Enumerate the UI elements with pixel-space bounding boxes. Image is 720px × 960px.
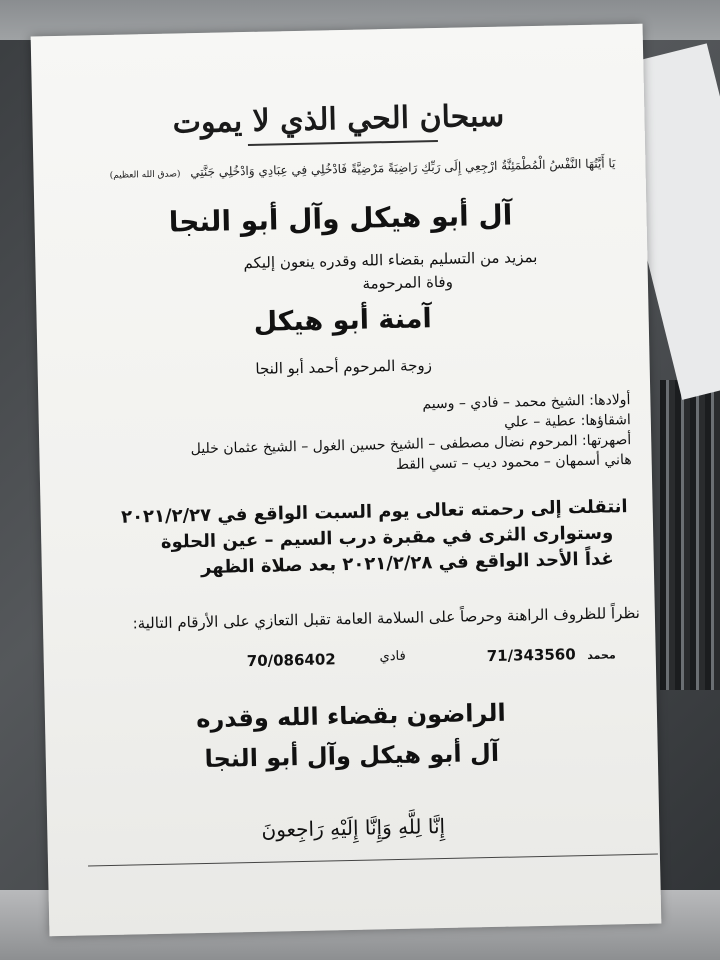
contact-name: محمد [587,648,616,662]
contact-phone: 70/086402 [246,650,336,671]
relatives-children: أولادها: الشيخ محمد – فادي – وسيم [422,392,631,413]
contact-fadi-phone-wrap [247,650,336,670]
relatives-siblings: اشقاؤها: عطية – علي [503,412,631,431]
relatives-inlaws-2: هاني أسمهان – محمود ديب – تسي القط [395,452,632,473]
contact-phone: 71/343560 [486,645,576,666]
announcement-line-1: بمزيد من التسليم بقضاء الله وقدره ينعون إليكم [243,247,538,273]
calligraphy-underline [248,140,438,146]
contact-fadi [379,649,405,665]
header-calligraphy: سبحان الحي الذي لا يموت [172,98,505,141]
contact-mohammad-phone-wrap [487,645,576,665]
details-line-3: غداً الأحد الواقع في ٢٠٢١/٢/٢٨ بعد صلاة الظهر [200,548,614,579]
obituary-sheet [31,24,662,937]
background-shelf [660,380,720,690]
relatives-inlaws-1: أصهرتها: المرحوم نضال مصطفى – الشيخ حسين الغول – الشيخ عثمان خليل [190,432,632,458]
verse-source: (صدق الله العظيم) [109,169,181,181]
contact-mohammad [587,644,616,663]
footer-line-1: الراضون بقضاء الله وقدره [195,698,506,734]
footer-line-2: آل أبو هيكل وآل أبو النجا [204,738,500,774]
footer-quran-verse: إِنَّا لِلَّهِ وَإِنَّا إِلَيْهِ رَاجِعونَ [261,814,446,842]
announcement-line-2: وفاة المرحومة [362,272,454,293]
deceased-spouse: زوجة المرحوم أحمد أبو النجا [255,356,433,378]
deceased-name: آمنة أبو هيكل [253,303,432,338]
details-line-2: وستوارى الثرى في مقبرة درب السيم – عين الحلوة [160,522,614,553]
bottom-rule [88,854,658,867]
verse-text: يَا أَيَّتُهَا النَّفْسُ الْمُطْمَئِنَّةُ ارْجِعِي إِلَى رَبِّكِ رَاضِيَةً مَرْضِيَّةً فَادْخُلِي فِي عِبَادِي وَادْخُلِي جَنَّتِي [190,156,616,180]
families-heading: آل أبو هيكل وآل أبو النجا [168,198,513,239]
details-line-1: انتقلت إلى رحمته تعالى يوم السبت الواقع في ٢٠٢١/٢/٢٧ [120,496,628,528]
contact-name: فادي [379,648,406,665]
quran-verse [109,156,615,181]
condolence-notice: نظراً للظروف الراهنة وحرصاً على السلامة العامة تقبل التعازي على الأرقام التالية: [132,603,641,633]
